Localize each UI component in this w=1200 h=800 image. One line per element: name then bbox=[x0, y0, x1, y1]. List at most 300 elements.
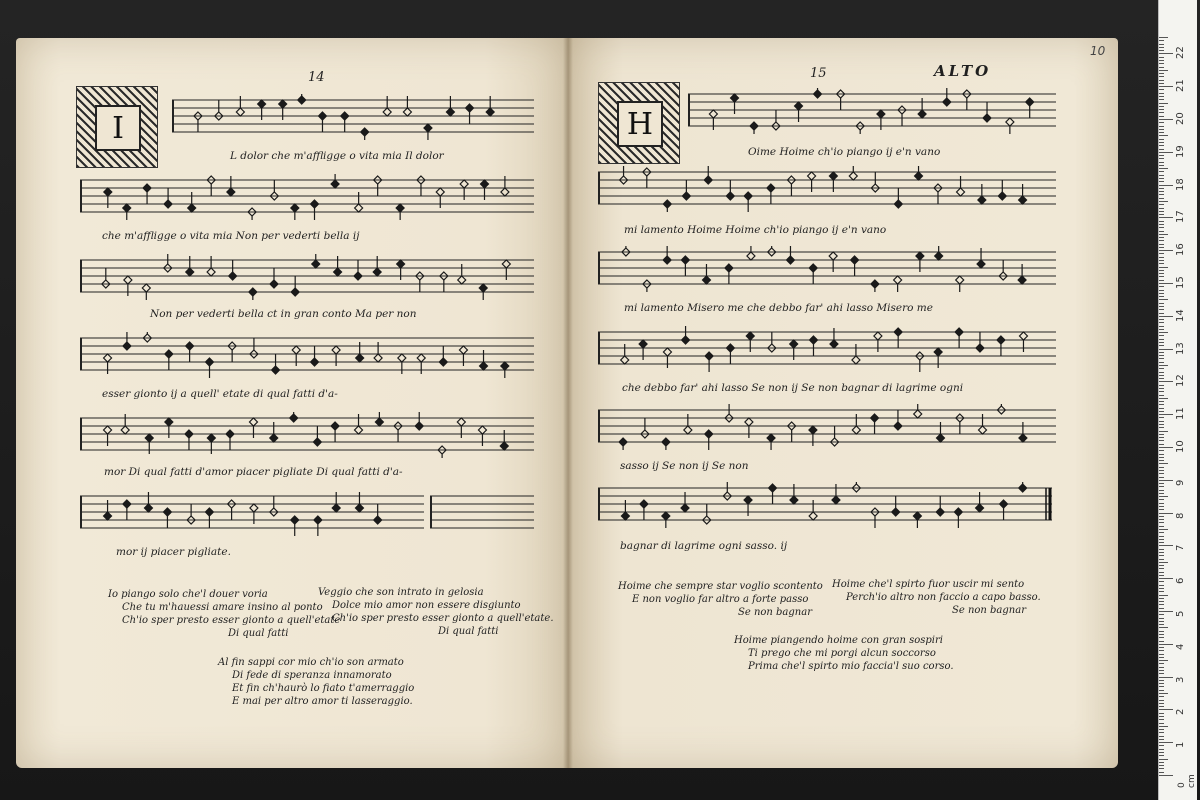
verse-line: Che tu m'hauessi amare insino al ponto bbox=[122, 602, 323, 613]
ruler-tick bbox=[1159, 480, 1173, 481]
ruler-tick bbox=[1159, 204, 1164, 205]
ruler-number: 15 bbox=[1175, 276, 1186, 289]
ruler-tick bbox=[1159, 447, 1173, 448]
ruler-tick bbox=[1159, 53, 1173, 54]
ruler-number: 1 bbox=[1175, 741, 1186, 749]
ruler-tick bbox=[1159, 683, 1164, 684]
verse-line: Al fin sappi cor mio ch'io son armato bbox=[218, 657, 404, 668]
verse-refrain: Se non bagnar bbox=[952, 605, 1026, 616]
initial-letter: I bbox=[112, 110, 124, 146]
ruler-tick bbox=[1159, 765, 1164, 766]
verse-line: Perch'io altro non faccio a capo basso. bbox=[846, 592, 1041, 603]
ruler-tick bbox=[1159, 575, 1164, 576]
ruler-tick bbox=[1159, 198, 1164, 199]
ruler-tick bbox=[1159, 686, 1164, 687]
ruler-tick bbox=[1159, 516, 1164, 517]
ruler-tick bbox=[1159, 286, 1164, 287]
ruler-tick bbox=[1159, 739, 1164, 740]
verse-stanza-1 bbox=[618, 580, 823, 619]
ruler-tick bbox=[1159, 460, 1164, 461]
ruler-number: 7 bbox=[1175, 545, 1186, 552]
ruler-tick bbox=[1159, 168, 1168, 169]
ruler-tick bbox=[1159, 234, 1168, 235]
ruler-tick bbox=[1159, 139, 1164, 140]
verse-stanza-1 bbox=[108, 588, 340, 640]
ruler-tick bbox=[1159, 408, 1164, 409]
ruler-tick bbox=[1159, 381, 1173, 382]
ruler-number: 21 bbox=[1175, 79, 1186, 93]
ruler-tick bbox=[1159, 316, 1173, 317]
ruler-tick bbox=[1159, 355, 1164, 356]
ruler-tick bbox=[1159, 709, 1173, 710]
ruler-tick bbox=[1159, 519, 1164, 520]
ruler-tick bbox=[1159, 352, 1164, 353]
ruler-tick bbox=[1159, 270, 1164, 271]
ruler-tick bbox=[1159, 60, 1164, 61]
ruler-tick bbox=[1159, 450, 1164, 451]
ruler-tick bbox=[1159, 227, 1164, 228]
ruler-number: 13 bbox=[1175, 341, 1186, 355]
ruler-tick bbox=[1159, 263, 1164, 264]
ruler-tick bbox=[1159, 424, 1164, 425]
ruler-number: 6 bbox=[1175, 577, 1186, 585]
ruler-tick bbox=[1159, 372, 1164, 373]
ruler-tick bbox=[1159, 532, 1164, 533]
ruler-number: 2 bbox=[1175, 709, 1186, 716]
ruler-tick bbox=[1159, 217, 1173, 218]
ruler-tick bbox=[1159, 542, 1164, 543]
verse-line: Di fede di speranza innamorato bbox=[232, 670, 392, 681]
ruler-tick bbox=[1159, 667, 1164, 668]
ruler-tick bbox=[1159, 762, 1164, 763]
ruler-tick bbox=[1159, 145, 1164, 146]
ruler-tick bbox=[1159, 437, 1164, 438]
ruler-tick bbox=[1159, 768, 1164, 769]
ruler-number: 3 bbox=[1175, 676, 1186, 683]
lyric-line: sasso ij Se non ij Se non bbox=[620, 460, 749, 472]
ruler-tick bbox=[1159, 719, 1164, 720]
ruler-tick bbox=[1159, 483, 1164, 484]
ruler-tick bbox=[1159, 273, 1164, 274]
verse-line: Dolce mio amor non essere disgiunto bbox=[332, 600, 521, 611]
ruler-tick bbox=[1159, 67, 1164, 68]
ruler-tick bbox=[1159, 414, 1173, 415]
ruler-tick bbox=[1159, 417, 1164, 418]
ruler-tick bbox=[1159, 434, 1164, 435]
verse-stanza-3 bbox=[734, 634, 954, 673]
ruler-tick bbox=[1159, 119, 1173, 120]
ruler-tick bbox=[1159, 257, 1164, 258]
ruler-unit-label: 0 cm bbox=[1177, 774, 1197, 788]
ruler-tick bbox=[1159, 513, 1173, 514]
ruler-tick bbox=[1159, 578, 1173, 579]
ruler-number: 20 bbox=[1175, 112, 1186, 125]
ruler-tick bbox=[1159, 759, 1168, 760]
ruler-tick bbox=[1159, 47, 1164, 48]
ruler-tick bbox=[1159, 677, 1173, 678]
verse-refrain: Se non bagnar bbox=[738, 607, 812, 618]
ruler-tick bbox=[1159, 706, 1164, 707]
music-staff bbox=[80, 490, 424, 536]
lyric-line: mor ij piacer pigliate. bbox=[116, 546, 231, 558]
ruler-tick bbox=[1159, 726, 1168, 727]
music-staff bbox=[172, 94, 534, 140]
ruler-tick bbox=[1159, 654, 1164, 655]
ruler-tick bbox=[1159, 581, 1164, 582]
verse-refrain: Di qual fatti bbox=[228, 628, 289, 639]
ruler-tick bbox=[1159, 76, 1164, 77]
ruler-tick bbox=[1159, 526, 1164, 527]
ruler-tick bbox=[1159, 322, 1164, 323]
ruler-tick bbox=[1159, 618, 1164, 619]
ruler-tick bbox=[1159, 50, 1164, 51]
ruler-tick bbox=[1159, 624, 1164, 625]
verse-line: Hoime che'l spirto fuor uscir mi sento bbox=[832, 579, 1025, 590]
ruler-tick bbox=[1159, 142, 1164, 143]
ruler-tick bbox=[1159, 171, 1164, 172]
music-staff bbox=[598, 404, 1056, 450]
voice-part-label: ALTO bbox=[934, 62, 992, 80]
lyric-line: che debbo far' ahi lasso Se non ij Se non bagnar di lagrime ogni bbox=[622, 382, 964, 394]
ruler-tick bbox=[1159, 549, 1164, 550]
ruler-tick bbox=[1159, 604, 1164, 605]
ruler-tick bbox=[1159, 309, 1164, 310]
ruler-tick bbox=[1159, 457, 1164, 458]
ruler-tick bbox=[1159, 650, 1164, 651]
ruler-tick bbox=[1159, 467, 1164, 468]
ruler-tick bbox=[1159, 63, 1164, 64]
ruler-tick bbox=[1159, 473, 1164, 474]
music-staff bbox=[80, 174, 534, 220]
ruler-tick bbox=[1159, 329, 1164, 330]
music-staff bbox=[598, 246, 1056, 292]
ruler-tick bbox=[1159, 598, 1164, 599]
ruler-tick bbox=[1159, 267, 1168, 268]
ruler-tick bbox=[1159, 631, 1164, 632]
ruler-tick bbox=[1159, 57, 1164, 58]
ruler-tick bbox=[1159, 641, 1164, 642]
ruler-tick bbox=[1159, 188, 1164, 189]
ruler-tick bbox=[1159, 290, 1164, 291]
ruler-tick bbox=[1159, 395, 1164, 396]
ruler-tick bbox=[1159, 253, 1164, 254]
ruler-tick bbox=[1159, 185, 1173, 186]
ruler-number: 11 bbox=[1175, 407, 1186, 421]
ruler-tick bbox=[1159, 135, 1168, 136]
ruler-tick bbox=[1159, 401, 1164, 402]
ruler-tick bbox=[1159, 627, 1168, 628]
ruler-tick bbox=[1159, 126, 1164, 127]
ruler-tick bbox=[1159, 670, 1164, 671]
ruler-tick bbox=[1159, 745, 1164, 746]
ruler-tick bbox=[1159, 112, 1164, 113]
ruler-tick bbox=[1159, 496, 1168, 497]
ruler-tick bbox=[1159, 362, 1164, 363]
ruler-tick bbox=[1159, 335, 1164, 336]
ruler-tick bbox=[1159, 729, 1164, 730]
verse-line: Ti prego che mi porgi alcun soccorso bbox=[748, 648, 936, 659]
ruler-tick bbox=[1159, 73, 1164, 74]
ruler-tick bbox=[1159, 237, 1164, 238]
ruler-tick bbox=[1159, 132, 1164, 133]
ruler-tick bbox=[1159, 358, 1164, 359]
ruler-tick bbox=[1159, 539, 1164, 540]
ruler-tick bbox=[1159, 732, 1164, 733]
ruler-tick bbox=[1159, 158, 1164, 159]
music-staff bbox=[598, 482, 1052, 528]
ruler-tick bbox=[1159, 562, 1168, 563]
ruler-tick bbox=[1159, 565, 1164, 566]
music-staff bbox=[80, 254, 534, 300]
ruler-tick bbox=[1159, 155, 1164, 156]
ruler-number: 5 bbox=[1175, 610, 1186, 617]
verse-line: Prima che'l spirto mio faccia'l suo corso. bbox=[748, 661, 954, 672]
lyric-line: mi lamento Misero me che debbo far' ahi lasso Misero me bbox=[624, 302, 933, 314]
lyric-line: bagnar di lagrime ogni sasso. ij bbox=[620, 540, 788, 552]
ruler-tick bbox=[1159, 165, 1164, 166]
ruler-tick bbox=[1159, 431, 1168, 432]
ruler-tick bbox=[1159, 572, 1164, 573]
ruler-tick bbox=[1159, 752, 1164, 753]
ruler-tick bbox=[1159, 122, 1164, 123]
ruler-tick bbox=[1159, 742, 1173, 743]
measurement-ruler bbox=[1158, 0, 1197, 800]
ruler-tick bbox=[1159, 326, 1164, 327]
ruler-tick bbox=[1159, 454, 1164, 455]
ruler-tick bbox=[1159, 391, 1164, 392]
ruler-tick bbox=[1159, 149, 1164, 150]
ruler-tick bbox=[1159, 690, 1164, 691]
verse-line: Ch'io sper presto esser gionto a quell'etate. bbox=[332, 613, 554, 624]
lyric-line: L dolor che m'affligge o vita mia Il dolor bbox=[230, 150, 444, 162]
ruler-tick bbox=[1159, 44, 1164, 45]
ruler-tick bbox=[1159, 723, 1164, 724]
ruler-tick bbox=[1159, 588, 1164, 589]
ruler-tick bbox=[1159, 486, 1164, 487]
ruler-tick bbox=[1159, 644, 1173, 645]
ruler-tick bbox=[1159, 657, 1164, 658]
ruler-tick bbox=[1159, 536, 1164, 537]
ruler-tick bbox=[1159, 545, 1173, 546]
ruler-tick bbox=[1159, 493, 1164, 494]
ruler-tick bbox=[1159, 506, 1164, 507]
ruler-tick bbox=[1159, 772, 1164, 773]
ruler-tick bbox=[1159, 700, 1164, 701]
ruler-tick bbox=[1159, 224, 1164, 225]
ruler-tick bbox=[1159, 214, 1164, 215]
ruler-tick bbox=[1159, 332, 1168, 333]
ruler-tick bbox=[1159, 529, 1168, 530]
verse-line: Hoime che sempre star voglio scontento bbox=[618, 581, 823, 592]
verse-line: Veggio che son intrato in gelosia bbox=[318, 587, 484, 598]
ruler-number: 22 bbox=[1175, 46, 1186, 60]
ruler-tick bbox=[1159, 345, 1164, 346]
ruler-tick bbox=[1159, 70, 1168, 71]
ruler-tick bbox=[1159, 152, 1173, 153]
ruler-tick bbox=[1159, 388, 1164, 389]
verse-stanza-3 bbox=[218, 656, 414, 708]
ruler-tick bbox=[1159, 385, 1164, 386]
ruler-tick bbox=[1159, 375, 1164, 376]
ruler-tick bbox=[1159, 247, 1164, 248]
ruler-tick bbox=[1159, 201, 1168, 202]
ruler-tick bbox=[1159, 365, 1168, 366]
ruler-tick bbox=[1159, 713, 1164, 714]
ruler-tick bbox=[1159, 427, 1164, 428]
ruler-tick bbox=[1159, 99, 1164, 100]
ruler-tick bbox=[1159, 349, 1173, 350]
ruler-tick bbox=[1159, 755, 1164, 756]
ruler-tick bbox=[1159, 178, 1164, 179]
ruler-tick bbox=[1159, 37, 1168, 38]
ruler-tick bbox=[1159, 378, 1164, 379]
ruler-tick bbox=[1159, 93, 1164, 94]
ruler-tick bbox=[1159, 696, 1164, 697]
ruler-tick bbox=[1159, 608, 1164, 609]
ruler-tick bbox=[1159, 601, 1164, 602]
ruler-tick bbox=[1159, 647, 1164, 648]
ruler-tick bbox=[1159, 231, 1164, 232]
verse-line: Io piango solo che'l douer voria bbox=[108, 589, 268, 600]
folio-handwritten-number: 10 bbox=[1090, 44, 1106, 58]
ruler-number: 8 bbox=[1175, 512, 1186, 519]
ruler-tick bbox=[1159, 280, 1164, 281]
ruler-number: 10 bbox=[1175, 440, 1186, 453]
ruler-tick bbox=[1159, 637, 1164, 638]
ruler-tick bbox=[1159, 103, 1168, 104]
verse-stanza-2 bbox=[832, 578, 1041, 617]
ruler-tick bbox=[1159, 522, 1164, 523]
ruler-tick bbox=[1159, 559, 1164, 560]
music-staff bbox=[80, 332, 534, 378]
ruler-tick bbox=[1159, 191, 1164, 192]
ruler-number: 19 bbox=[1175, 145, 1186, 158]
verse-line: Et fin ch'haurò lo fiato t'amerraggio bbox=[232, 683, 415, 694]
ruler-tick bbox=[1159, 96, 1164, 97]
empty-staff bbox=[430, 490, 534, 536]
music-staff bbox=[598, 166, 1056, 212]
lyric-line: mi lamento Hoime Hoime ch'io piango ij e'n vano bbox=[624, 224, 887, 236]
ruler-tick bbox=[1159, 276, 1164, 277]
ruler-tick bbox=[1159, 634, 1164, 635]
ruler-tick bbox=[1159, 129, 1164, 130]
ruler-tick bbox=[1159, 306, 1164, 307]
ruler-tick bbox=[1159, 509, 1164, 510]
lyric-line: Oime Hoime ch'io piango ij e'n vano bbox=[748, 146, 941, 158]
ruler-tick bbox=[1159, 303, 1164, 304]
verse-refrain: Di qual fatti bbox=[438, 626, 499, 637]
ruler-tick bbox=[1159, 80, 1164, 81]
verse-line: Ch'io sper presto esser gionto a quell'etate bbox=[122, 615, 341, 626]
ruler-tick bbox=[1159, 568, 1164, 569]
ruler-tick bbox=[1159, 250, 1173, 251]
ruler-tick bbox=[1159, 499, 1164, 500]
ruler-tick bbox=[1159, 660, 1168, 661]
ruler-tick bbox=[1159, 240, 1164, 241]
ruler-tick bbox=[1159, 208, 1164, 209]
music-staff bbox=[598, 326, 1056, 372]
ruler-tick bbox=[1159, 673, 1164, 674]
ruler-tick bbox=[1159, 221, 1164, 222]
verse-line: E non voglio far altro a forte passo bbox=[632, 594, 809, 605]
ruler-tick bbox=[1159, 477, 1164, 478]
ruler-tick bbox=[1159, 398, 1168, 399]
ruler-tick bbox=[1159, 89, 1164, 90]
ruler-tick bbox=[1159, 319, 1164, 320]
lyric-line: Non per vederti bella ct in gran conto Ma per non bbox=[150, 308, 417, 320]
ruler-number: 14 bbox=[1175, 309, 1186, 322]
ruler-tick bbox=[1159, 470, 1164, 471]
music-staff bbox=[80, 412, 534, 458]
ruler-tick bbox=[1159, 299, 1168, 300]
ruler-tick bbox=[1159, 595, 1168, 596]
ruler-tick bbox=[1159, 175, 1164, 176]
ruler-tick bbox=[1159, 775, 1173, 776]
ruler-tick bbox=[1159, 463, 1168, 464]
ruler-tick bbox=[1159, 40, 1164, 41]
ruler-number: 12 bbox=[1175, 374, 1186, 388]
ruler-tick bbox=[1159, 503, 1164, 504]
ruler-tick bbox=[1159, 444, 1164, 445]
ruler-tick bbox=[1159, 555, 1164, 556]
ruler-tick bbox=[1159, 680, 1164, 681]
ruler-tick bbox=[1159, 440, 1164, 441]
ruler-tick bbox=[1159, 611, 1173, 612]
music-staff bbox=[688, 88, 1056, 134]
ruler-tick bbox=[1159, 83, 1164, 84]
right-page-number: 15 bbox=[810, 66, 827, 81]
lyric-line: mor Di qual fatti d'amor piacer pigliate Di qual fatti d'a- bbox=[104, 466, 403, 478]
ruler-tick bbox=[1159, 663, 1164, 664]
ruler-tick bbox=[1159, 293, 1164, 294]
ruler-tick bbox=[1159, 368, 1164, 369]
ruler-tick bbox=[1159, 404, 1164, 405]
book-gutter bbox=[563, 38, 573, 768]
ruler-tick bbox=[1159, 339, 1164, 340]
ruler-tick bbox=[1159, 86, 1173, 87]
ruler-tick bbox=[1159, 313, 1164, 314]
ruler-tick bbox=[1159, 749, 1164, 750]
lyric-line: che m'affligge o vita mia Non per vederti bella ij bbox=[102, 230, 360, 242]
ruler-tick bbox=[1159, 736, 1164, 737]
ruler-tick bbox=[1159, 693, 1168, 694]
ruler-tick bbox=[1159, 244, 1164, 245]
ruler-number: 9 bbox=[1175, 479, 1186, 486]
initial-letter: H bbox=[626, 106, 654, 142]
ruler-tick bbox=[1159, 260, 1164, 261]
verse-line: E mai per altro amor ti lasseraggio. bbox=[232, 696, 413, 707]
ruler-tick bbox=[1159, 181, 1164, 182]
ruler-tick bbox=[1159, 342, 1164, 343]
ruler-tick bbox=[1159, 591, 1164, 592]
ruler-number: 4 bbox=[1175, 643, 1186, 650]
ruler-tick bbox=[1159, 614, 1164, 615]
ruler-number: 18 bbox=[1175, 177, 1186, 191]
ruler-number: 16 bbox=[1175, 243, 1186, 257]
decorated-initial-h bbox=[598, 82, 680, 164]
ruler-tick bbox=[1159, 490, 1164, 491]
ruler-number: 17 bbox=[1175, 210, 1186, 224]
ruler-tick bbox=[1159, 106, 1164, 107]
ruler-tick bbox=[1159, 585, 1164, 586]
ruler-tick bbox=[1159, 421, 1164, 422]
ruler-tick bbox=[1159, 716, 1164, 717]
ruler-tick bbox=[1159, 703, 1164, 704]
ruler-tick bbox=[1159, 552, 1164, 553]
left-page-number: 14 bbox=[308, 70, 325, 85]
decorated-initial-i bbox=[76, 86, 158, 168]
verse-line: Hoime piangendo hoime con gran sospiri bbox=[734, 635, 943, 646]
